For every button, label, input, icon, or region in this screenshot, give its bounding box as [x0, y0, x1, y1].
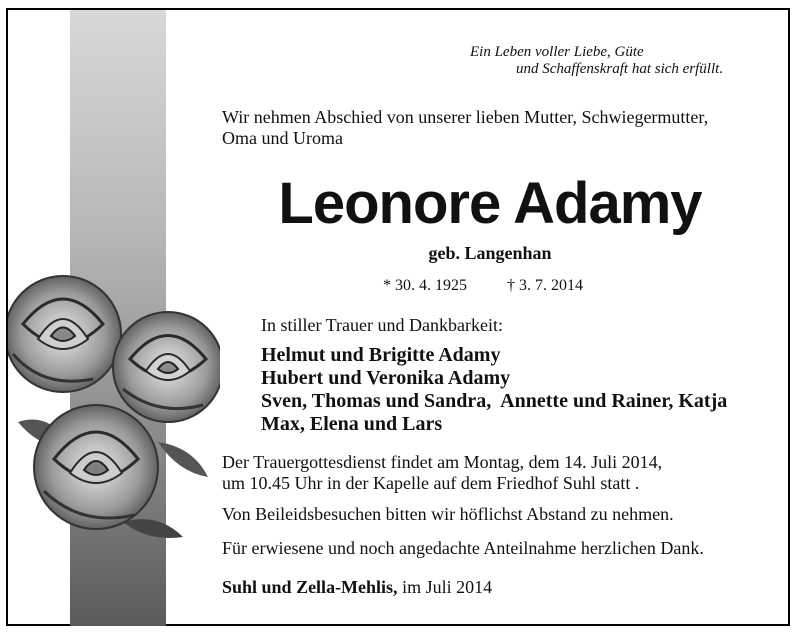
mourners-list	[261, 344, 727, 436]
life-dates	[383, 277, 583, 295]
intro-line-1: Wir nehmen Abschied von unserer lieben Mutter, Schwiegermutter,	[222, 107, 709, 127]
mourners-line: Sven, Thomas und Sandra, Annette und Rainer, Katja	[261, 390, 728, 412]
mourners-line: Hubert und Veronika Adamy	[261, 367, 511, 389]
mourners-line: Helmut und Brigitte Adamy	[261, 344, 501, 366]
place-and-date	[222, 577, 492, 598]
rose-top-left	[8, 276, 121, 392]
motto	[470, 44, 760, 78]
condolence-note: Von Beileidsbesuchen bitten wir höflichst Abstand zu nehmen.	[222, 504, 674, 524]
death-date: † 3. 7. 2014	[507, 277, 583, 294]
birth-date: * 30. 4. 1925	[383, 277, 467, 294]
service-line-1: Der Trauergottesdienst findet am Montag, dem 14. Juli 2014,	[222, 452, 663, 472]
thanks-note: Für erwiesene und noch angedachte Anteilnahme herzlichen Dank.	[222, 538, 704, 558]
place-location: Suhl und Zella-Mehlis,	[222, 577, 398, 597]
intro-text	[222, 107, 708, 149]
mourners-line: Max, Elena und Lars	[261, 413, 443, 435]
deceased-name: Leonore Adamy	[278, 171, 702, 236]
rose-right	[113, 312, 220, 422]
intro-line-2: Oma und Uroma	[222, 128, 343, 148]
motto-line-2: und Schaffenskraft hat sich erfüllt.	[516, 61, 724, 77]
roses-image	[8, 262, 220, 547]
maiden-name: geb. Langenhan	[428, 243, 552, 263]
mourners-heading: In stiller Trauer und Dankbarkeit:	[261, 315, 503, 335]
rose-bottom	[34, 405, 158, 529]
service-notice	[222, 452, 662, 494]
service-line-2: um 10.45 Uhr in der Kapelle auf dem Friedhof Suhl statt .	[222, 473, 640, 493]
motto-line-1: Ein Leben voller Liebe, Güte	[470, 44, 644, 60]
place-date: im Juli 2014	[397, 577, 493, 597]
